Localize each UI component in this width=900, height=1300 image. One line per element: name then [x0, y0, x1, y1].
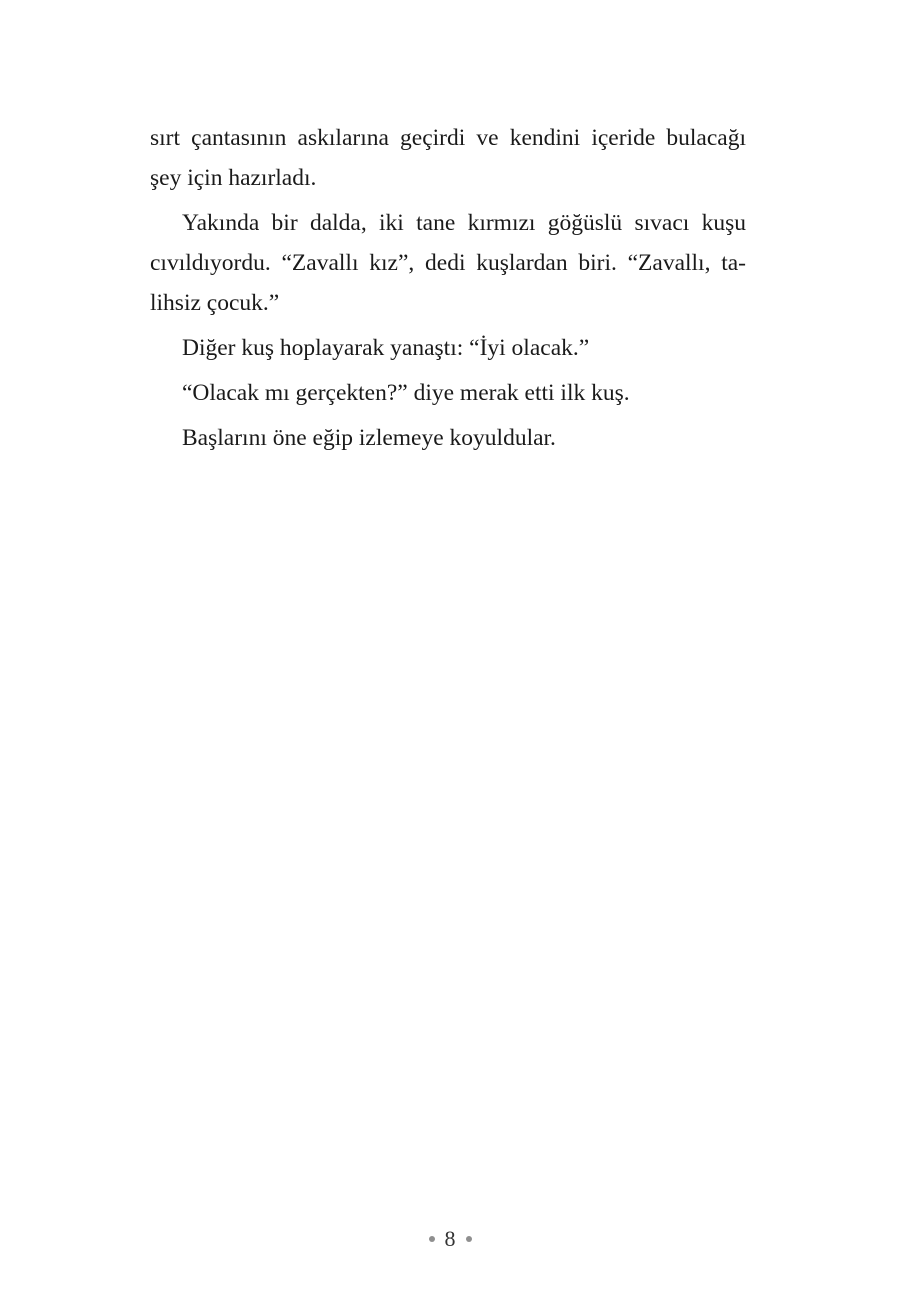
- paragraph-3: [150, 328, 746, 368]
- text-line: şey için hazırladı.: [150, 165, 317, 191]
- paragraph-1: [150, 118, 746, 198]
- page-number: 8: [444, 1226, 456, 1251]
- text-line: “Olacak mı gerçekten?” diye merak etti ilk kuş.: [182, 380, 630, 406]
- page-body: [150, 118, 746, 458]
- bullet-dot-icon: [429, 1236, 435, 1242]
- text-line: Diğer kuş hoplayarak yanaştı: “İyi olacak.”: [182, 335, 590, 361]
- bullet-dot-icon: [466, 1236, 472, 1242]
- paragraph-2: [150, 203, 746, 323]
- text-line: Başlarını öne eğip izlemeye koyuldular.: [182, 425, 556, 451]
- text-line: lihsiz çocuk.”: [150, 290, 280, 316]
- text-line: sırt çantasının askılarına geçirdi ve kendini içeride bulacağı: [150, 125, 746, 151]
- paragraph-5: [150, 418, 746, 458]
- text-line: Yakında bir dalda, iki tane kırmızı göğüslü sıvacı kuşu: [182, 210, 746, 236]
- text-line: cıvıldıyordu. “Zavallı kız”, dedi kuşlardan biri. “Zavallı, ta-: [150, 250, 746, 276]
- paragraph-4: [150, 373, 746, 413]
- page-footer: [0, 1224, 900, 1254]
